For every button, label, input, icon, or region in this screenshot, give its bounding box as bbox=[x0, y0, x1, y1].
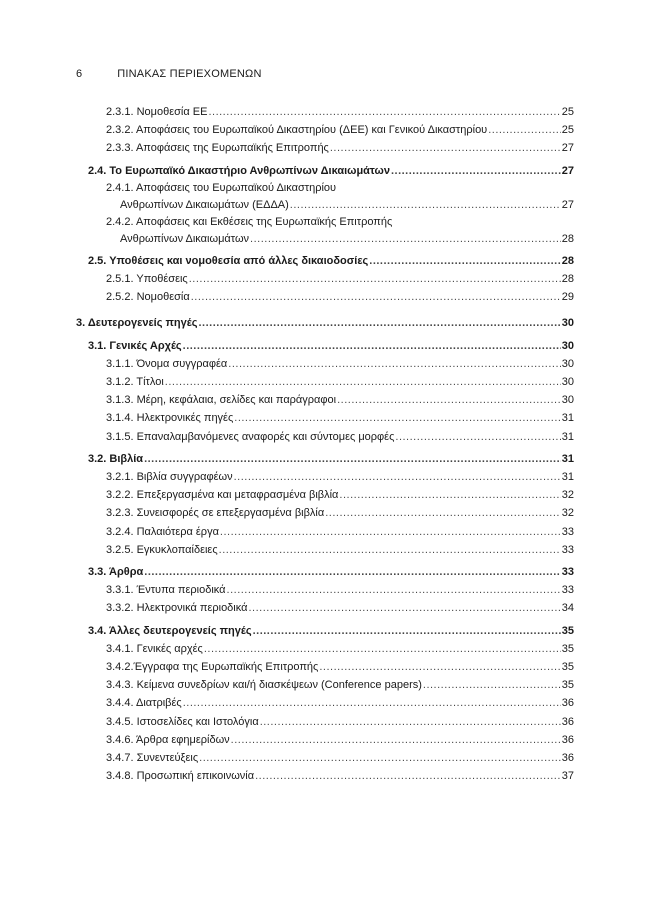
toc-entry[interactable] bbox=[76, 767, 574, 785]
toc-entry-title: 3.4.7. Συνεντεύξεις bbox=[106, 752, 199, 765]
dot-leader bbox=[488, 121, 561, 139]
dot-leader bbox=[423, 676, 561, 694]
dot-leader bbox=[253, 622, 561, 640]
toc-entry-page: 31 bbox=[561, 412, 574, 425]
dot-leader bbox=[183, 694, 561, 712]
toc-entry-page: 28 bbox=[561, 254, 574, 267]
dot-leader bbox=[395, 428, 560, 446]
toc-entry-page: 36 bbox=[561, 697, 574, 710]
toc-entry[interactable] bbox=[76, 581, 574, 599]
toc-entry-title: 3.4.8. Προσωπική επικοινωνία bbox=[106, 770, 255, 783]
toc-entry-title: 2.5.2. Νομοθεσία bbox=[106, 291, 190, 304]
toc-entry[interactable] bbox=[76, 640, 574, 658]
dot-leader bbox=[219, 541, 561, 559]
toc-entry[interactable] bbox=[76, 214, 574, 248]
toc-entry[interactable] bbox=[76, 622, 574, 640]
toc-entry-page: 27 bbox=[561, 142, 574, 155]
toc-entry[interactable] bbox=[76, 270, 574, 288]
toc-entry-page: 33 bbox=[561, 584, 574, 597]
toc-entry-page: 35 bbox=[561, 642, 574, 655]
toc-entry-page: 30 bbox=[561, 357, 574, 370]
toc-entry-title: 2.4. Το Ευρωπαϊκό Δικαστήριο Ανθρωπίνων Δικαιωμάτων bbox=[88, 164, 390, 177]
dot-leader bbox=[391, 162, 561, 180]
toc-entry-page: 27 bbox=[561, 198, 574, 211]
toc-entry-title: 3.1.5. Επαναλαμβανόμενες αναφορές και σύντομες μορφές bbox=[106, 430, 395, 443]
toc-entry-page: 28 bbox=[561, 232, 574, 245]
dot-leader bbox=[337, 391, 561, 409]
toc-entry-page: 36 bbox=[561, 752, 574, 765]
toc-entry-title: 3.4.1. Γενικές αρχές bbox=[106, 642, 203, 655]
toc-entry[interactable] bbox=[76, 658, 574, 676]
toc-entry[interactable] bbox=[76, 337, 574, 355]
toc-entry-title: 3.1.3. Μέρη, κεφάλαια, σελίδες και παράγραφοι bbox=[106, 394, 337, 407]
dot-leader bbox=[319, 658, 560, 676]
toc-entry-title: 3.1.2. Τίτλοι bbox=[106, 376, 164, 389]
toc-entry-title: 3.2. Βιβλία bbox=[88, 452, 144, 465]
dot-leader bbox=[189, 270, 561, 288]
toc-entry-title: 2.3.1. Νομοθεσία ΕΕ bbox=[106, 106, 208, 118]
toc-entry-page: 28 bbox=[561, 273, 574, 286]
toc-entry-title-continued: Ανθρωπίνων Δικαιωμάτων (ΕΔΔΑ) bbox=[120, 198, 289, 211]
dot-leader bbox=[234, 409, 560, 427]
toc-entry-title: 3.2.1. Βιβλία συγγραφέων bbox=[106, 471, 233, 484]
dot-leader bbox=[198, 314, 560, 332]
toc-entry-page: 35 bbox=[561, 624, 574, 637]
toc-entry[interactable] bbox=[76, 599, 574, 617]
toc-entry[interactable] bbox=[76, 450, 574, 468]
toc-entry-page: 33 bbox=[561, 525, 574, 538]
toc-entry-title: 3.1. Γενικές Αρχές bbox=[88, 339, 182, 352]
toc-entry[interactable] bbox=[76, 563, 574, 581]
dot-leader bbox=[191, 288, 561, 306]
dot-leader bbox=[208, 103, 560, 121]
toc-entry[interactable] bbox=[76, 409, 574, 427]
toc-entry-title: 3.4. Άλλες δευτερογενείς πηγές bbox=[88, 624, 252, 637]
toc-entry-title: 2.3.3. Αποφάσεις της Ευρωπαϊκής Επιτροπής bbox=[106, 142, 329, 155]
toc-entry-page: 25 bbox=[561, 124, 574, 137]
toc-entry-page: 35 bbox=[561, 679, 574, 692]
toc-entry-title: 3.4.6. Άρθρα εφημερίδων bbox=[106, 733, 230, 746]
toc-entry-title: 3.4.4. Διατριβές bbox=[106, 697, 182, 710]
toc-entry-page: 30 bbox=[561, 317, 574, 330]
toc-entry-page: 33 bbox=[561, 566, 574, 579]
dot-leader bbox=[260, 713, 561, 731]
dot-leader bbox=[199, 749, 561, 767]
toc-entry-title: 2.4.2. Αποφάσεις και Εκθέσεις της Ευρωπαϊκής Επιτροπής bbox=[106, 215, 393, 228]
toc-entry-title: 2.4.1. Αποφάσεις του Ευρωπαϊκού Δικαστηρίου bbox=[106, 181, 337, 194]
dot-leader bbox=[227, 581, 561, 599]
running-title: ΠΙΝΑΚΑΣ ΠΕΡΙΕΧΟΜΕΝΩΝ bbox=[117, 68, 262, 80]
toc-entry-page: 29 bbox=[561, 291, 574, 304]
toc-entry-title-continued: Ανθρωπίνων Δικαιωμάτων bbox=[120, 232, 250, 245]
toc-entry[interactable] bbox=[76, 731, 574, 749]
dot-leader bbox=[204, 640, 561, 658]
toc-entry-page: 35 bbox=[561, 661, 574, 674]
toc-entry[interactable] bbox=[76, 314, 574, 332]
toc-entry-page: 27 bbox=[561, 164, 574, 177]
dot-leader bbox=[228, 355, 560, 373]
toc-entry[interactable] bbox=[76, 694, 574, 712]
dot-leader bbox=[290, 196, 561, 214]
toc-entry-title: 3.4.2.Έγγραφα της Ευρωπαϊκής Επιτροπής bbox=[106, 661, 319, 674]
toc-entry[interactable] bbox=[76, 504, 574, 522]
toc-entry-title: 3.1.4. Ηλεκτρονικές πηγές bbox=[106, 412, 234, 425]
dot-leader bbox=[248, 599, 560, 617]
toc-entry-title: 2.5.1. Υποθέσεις bbox=[106, 273, 188, 286]
toc-entry-page: 30 bbox=[561, 339, 574, 352]
toc-entry-title: 2.3.2. Αποφάσεις του Ευρωπαϊκού Δικαστηρίου (ΔΕΕ) και Γενικού Δικαστηρίου bbox=[106, 124, 488, 137]
dot-leader bbox=[220, 523, 561, 541]
toc-entry[interactable] bbox=[76, 468, 574, 486]
toc-entry[interactable] bbox=[76, 428, 574, 446]
toc-entry-page: 33 bbox=[561, 543, 574, 556]
toc-entry-title: 3.4.3. Κείμενα συνεδρίων και/ή διασκέψεων (Conference papers) bbox=[106, 679, 422, 692]
toc-entry-page: 36 bbox=[561, 715, 574, 728]
toc-entry-page: 31 bbox=[561, 452, 574, 465]
toc-entry[interactable] bbox=[76, 373, 574, 391]
toc-entry-title: 3.2.2. Επεξεργασμένα και μεταφρασμένα βιβλία bbox=[106, 489, 339, 502]
dot-leader bbox=[234, 468, 561, 486]
toc-entry-page: 25 bbox=[561, 106, 574, 118]
toc-entry-page: 31 bbox=[561, 430, 574, 443]
toc-entry-title: 3.2.3. Συνεισφορές σε επεξεργασμένα βιβλία bbox=[106, 507, 325, 520]
toc-entry[interactable] bbox=[76, 391, 574, 409]
dot-leader bbox=[144, 563, 560, 581]
toc-entry-page: 30 bbox=[561, 376, 574, 389]
toc-entry[interactable] bbox=[76, 541, 574, 559]
toc-entry-title: 3.2.5. Εγκυκλοπαίδειες bbox=[106, 543, 218, 556]
dot-leader bbox=[231, 731, 561, 749]
toc-entry-title: 3. Δευτερογενείς πηγές bbox=[76, 317, 198, 330]
toc-entry[interactable] bbox=[76, 252, 574, 270]
toc-entry-page: 31 bbox=[561, 471, 574, 484]
toc-entry[interactable] bbox=[76, 676, 574, 694]
toc-entry-page: 32 bbox=[561, 489, 574, 502]
dot-leader bbox=[325, 504, 561, 522]
dot-leader bbox=[165, 373, 561, 391]
toc-entry-page: 37 bbox=[561, 770, 574, 783]
toc-entry-page: 34 bbox=[561, 602, 574, 615]
page-number: 6 bbox=[76, 68, 83, 80]
toc-entry[interactable] bbox=[76, 486, 574, 504]
toc-entry-title: 3.2.4. Παλαιότερα έργα bbox=[106, 525, 219, 538]
dot-leader bbox=[255, 767, 561, 785]
toc-entry-page: 36 bbox=[561, 733, 574, 746]
toc-entry[interactable] bbox=[76, 355, 574, 373]
dot-leader bbox=[144, 450, 561, 468]
dot-leader bbox=[330, 139, 561, 157]
toc-entry[interactable] bbox=[76, 121, 574, 139]
toc-entry-title: 2.5. Υποθέσεις και νομοθεσία από άλλες δικαιοδοσίες bbox=[88, 254, 369, 267]
toc-entry-title: 3.3.2. Ηλεκτρονικά περιοδικά bbox=[106, 602, 248, 615]
toc-entry-page: 32 bbox=[561, 507, 574, 520]
toc-entry[interactable] bbox=[76, 713, 574, 731]
dot-leader bbox=[250, 230, 561, 248]
toc-entry[interactable] bbox=[76, 139, 574, 157]
dot-leader bbox=[369, 252, 560, 270]
toc-entry-title: 3.3.1. Έντυπα περιοδικά bbox=[106, 584, 226, 597]
table-of-contents bbox=[76, 103, 574, 786]
toc-entry-title: 3.3. Άρθρα bbox=[88, 566, 144, 579]
toc-entry[interactable] bbox=[76, 180, 574, 214]
toc-entry[interactable] bbox=[76, 749, 574, 767]
toc-entry-page: 30 bbox=[561, 394, 574, 407]
toc-entry[interactable] bbox=[76, 523, 574, 541]
toc-entry[interactable] bbox=[76, 288, 574, 306]
toc-entry[interactable] bbox=[76, 103, 574, 121]
toc-entry-title: 3.4.5. Ιστοσελίδες και Ιστολόγια bbox=[106, 715, 259, 728]
toc-entry[interactable] bbox=[76, 162, 574, 180]
dot-leader bbox=[339, 486, 560, 504]
running-header bbox=[76, 68, 262, 80]
toc-entry-title: 3.1.1. Όνομα συγγραφέα bbox=[106, 357, 228, 370]
dot-leader bbox=[183, 337, 561, 355]
